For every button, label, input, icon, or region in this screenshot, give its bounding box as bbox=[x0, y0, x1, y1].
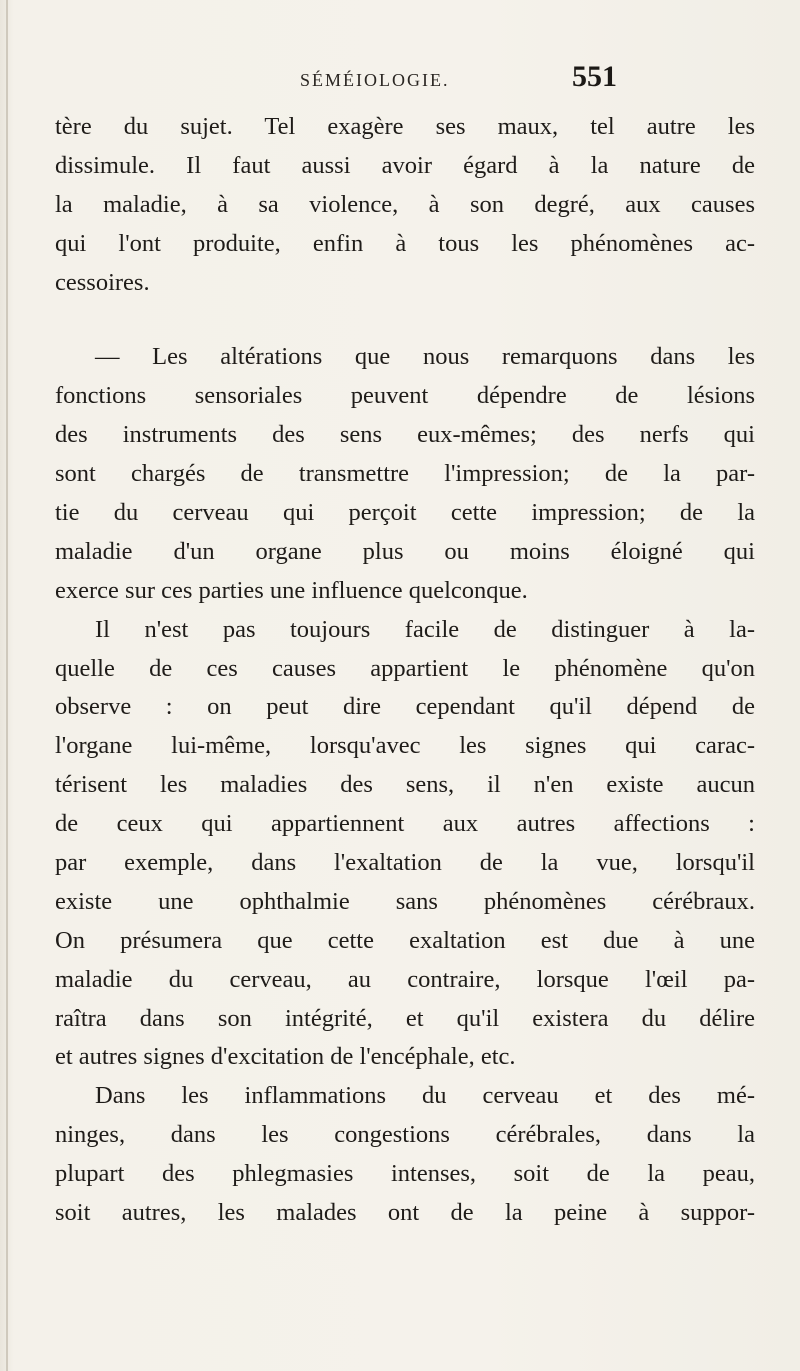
text-line: dissimule. Il faut aussi avoir égard à la nature de bbox=[55, 151, 755, 179]
page-binding-edge bbox=[6, 0, 8, 1371]
text-line: et autres signes d'excitation de l'encéphale, etc. bbox=[55, 1043, 516, 1071]
text-line: qui l'ont produite, enfin à tous les phénomènes ac- bbox=[55, 229, 755, 257]
paragraph-gap bbox=[55, 302, 755, 338]
text-line: raîtra dans son intégrité, et qu'il existera du délire bbox=[55, 1004, 755, 1032]
text-line: térisent les maladies des sens, il n'en existe aucun bbox=[55, 771, 755, 799]
body-text bbox=[55, 108, 755, 1233]
page-number: 551 bbox=[572, 60, 617, 93]
text-line: quelle de ces causes appartient le phénomène qu'on bbox=[55, 654, 755, 682]
text-line: de ceux qui appartiennent aux autres affections : bbox=[55, 810, 755, 838]
text-line: maladie du cerveau, au contraire, lorsque l'œil pa- bbox=[55, 965, 755, 993]
text-line: plupart des phlegmasies intenses, soit de la peau, bbox=[55, 1160, 755, 1188]
text-line: par exemple, dans l'exaltation de la vue, lorsqu'il bbox=[55, 849, 755, 877]
text-line: soit autres, les malades ont de la peine à suppor- bbox=[55, 1199, 755, 1227]
text-line: existe une ophthalmie sans phénomènes cérébraux. bbox=[55, 887, 755, 915]
text-line: la maladie, à sa violence, à son degré, aux causes bbox=[55, 190, 755, 218]
text-line: — Les altérations que nous remarquons dans les bbox=[95, 343, 755, 371]
text-line: tie du cerveau qui perçoit cette impression; de la bbox=[55, 499, 755, 527]
running-title: SÉMÉIOLOGIE. bbox=[300, 70, 450, 90]
text-line: l'organe lui-même, lorsqu'avec les signes qui carac- bbox=[55, 732, 755, 760]
text-line: sont chargés de transmettre l'impression; de la par- bbox=[55, 460, 755, 488]
text-line: des instruments des sens eux-mêmes; des nerfs qui bbox=[55, 421, 755, 449]
text-line: exerce sur ces parties une influence quelconque. bbox=[55, 576, 528, 604]
text-line: On présumera que cette exaltation est due à une bbox=[55, 926, 755, 954]
running-head bbox=[0, 58, 800, 98]
text-line: maladie d'un organe plus ou moins éloigné qui bbox=[55, 537, 755, 565]
text-line: ninges, dans les congestions cérébrales, dans la bbox=[55, 1121, 755, 1149]
text-line: Dans les inflammations du cerveau et des mé- bbox=[95, 1082, 755, 1110]
text-line: fonctions sensoriales peuvent dépendre de lésions bbox=[55, 382, 755, 410]
text-line: Il n'est pas toujours facile de distinguer à la- bbox=[95, 615, 755, 643]
text-line: observe : on peut dire cependant qu'il dépend de bbox=[55, 693, 755, 721]
text-line: tère du sujet. Tel exagère ses maux, tel autre les bbox=[55, 113, 755, 140]
text-line: cessoires. bbox=[55, 268, 150, 296]
